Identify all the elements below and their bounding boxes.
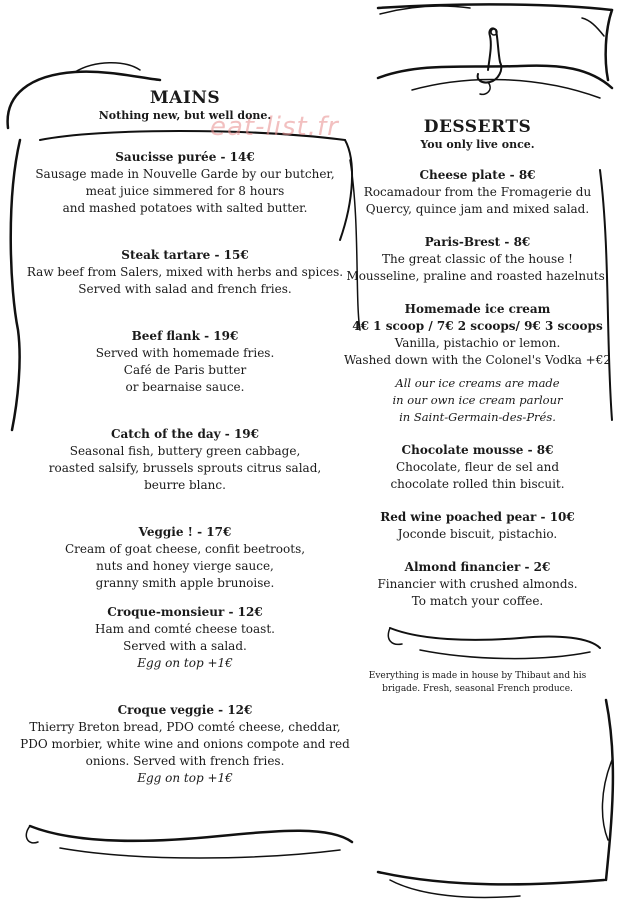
item-name: Paris-Brest - 8€ <box>424 235 531 249</box>
menu-item <box>20 328 350 396</box>
item-name: Steak tartare - 15€ <box>121 248 249 262</box>
menu-item <box>340 442 615 493</box>
menu-item <box>340 509 615 543</box>
menu-item <box>20 604 350 672</box>
desserts-tagline: You only live once. <box>420 138 535 151</box>
item-extra: Egg on top +1€ <box>137 656 233 670</box>
item-description: Ham and comté cheese toast. Served with a salad. <box>95 622 275 653</box>
item-description: Seasonal fish, buttery green cabbage, roasted salsify, brussels sprouts citrus salad, beurre blanc. <box>48 444 322 492</box>
item-name: Red wine poached pear - 10€ <box>380 510 575 524</box>
item-name: Croque-monsieur - 12€ <box>107 605 263 619</box>
menu-item <box>340 167 615 218</box>
item-name: Almond financier - 2€ <box>404 560 551 574</box>
item-price: 4€ 1 scoop / 7€ 2 scoops/ 9€ 3 scoops <box>352 319 603 333</box>
mains-section <box>20 88 350 787</box>
mains-tagline: Nothing new, but well done. <box>98 109 272 122</box>
item-name: Homemade ice cream <box>404 302 551 316</box>
menu-item <box>20 426 350 494</box>
item-name: Cheese plate - 8€ <box>419 168 536 182</box>
desserts-section <box>340 117 615 696</box>
menu-item <box>340 234 615 285</box>
item-description: Joconde biscuit, pistachio. <box>397 527 558 541</box>
menu-item <box>20 247 350 298</box>
menu-item <box>20 149 350 217</box>
mains-title: MAINS <box>149 88 221 108</box>
item-description: Financier with crushed almonds. To match your coffee. <box>377 577 578 608</box>
menu-item <box>20 702 350 787</box>
item-name: Croque veggie - 12€ <box>117 703 253 717</box>
ice-cream-note: All our ice creams are made in our own ice cream parlour in Saint-Germain-des-Prés. <box>392 376 563 424</box>
item-name: Saucisse purée - 14€ <box>115 150 255 164</box>
item-description: Thierry Breton bread, PDO comté cheese, cheddar, PDO morbier, white wine and onions compote and red onions. Served with french fries. <box>20 720 350 768</box>
item-name: Catch of the day - 19€ <box>110 427 260 441</box>
menu-item <box>340 301 615 369</box>
item-description: Cream of goat cheese, confit beetroots, nuts and honey vierge sauce, granny smith apple brunoise. <box>64 542 306 590</box>
menu-item <box>20 524 350 592</box>
house-footnote: Everything is made in house by Thibaut and his brigade. Fresh, seasonal French produce. <box>368 671 587 694</box>
desserts-title: DESSERTS <box>423 117 532 137</box>
item-name: Chocolate mousse - 8€ <box>401 443 554 457</box>
item-extra: Egg on top +1€ <box>137 771 233 785</box>
item-name: Veggie ! - 17€ <box>138 525 232 539</box>
item-name: Beef flank - 19€ <box>131 329 239 343</box>
item-description: The great classic of the house ! Mousseline, praline and roasted hazelnuts. <box>346 252 609 283</box>
item-description: Served with homemade fries. Café de Paris butter or bearnaise sauce. <box>95 346 275 394</box>
item-description: Sausage made in Nouvelle Garde by our butcher, meat juice simmered for 8 hours and mashed potatoes with salted butter. <box>35 167 335 215</box>
item-description: Raw beef from Salers, mixed with herbs and spices. Served with salad and french fries. <box>26 265 344 296</box>
watermark: eat-list.fr <box>210 112 339 142</box>
item-description: Vanilla, pistachio or lemon. Washed down with the Colonel's Vodka +€2 <box>343 336 612 367</box>
menu-item <box>340 559 615 610</box>
item-description: Rocamadour from the Fromagerie du Quercy, quince jam and mixed salad. <box>363 185 592 216</box>
item-description: Chocolate, fleur de sel and chocolate rolled thin biscuit. <box>390 460 565 491</box>
